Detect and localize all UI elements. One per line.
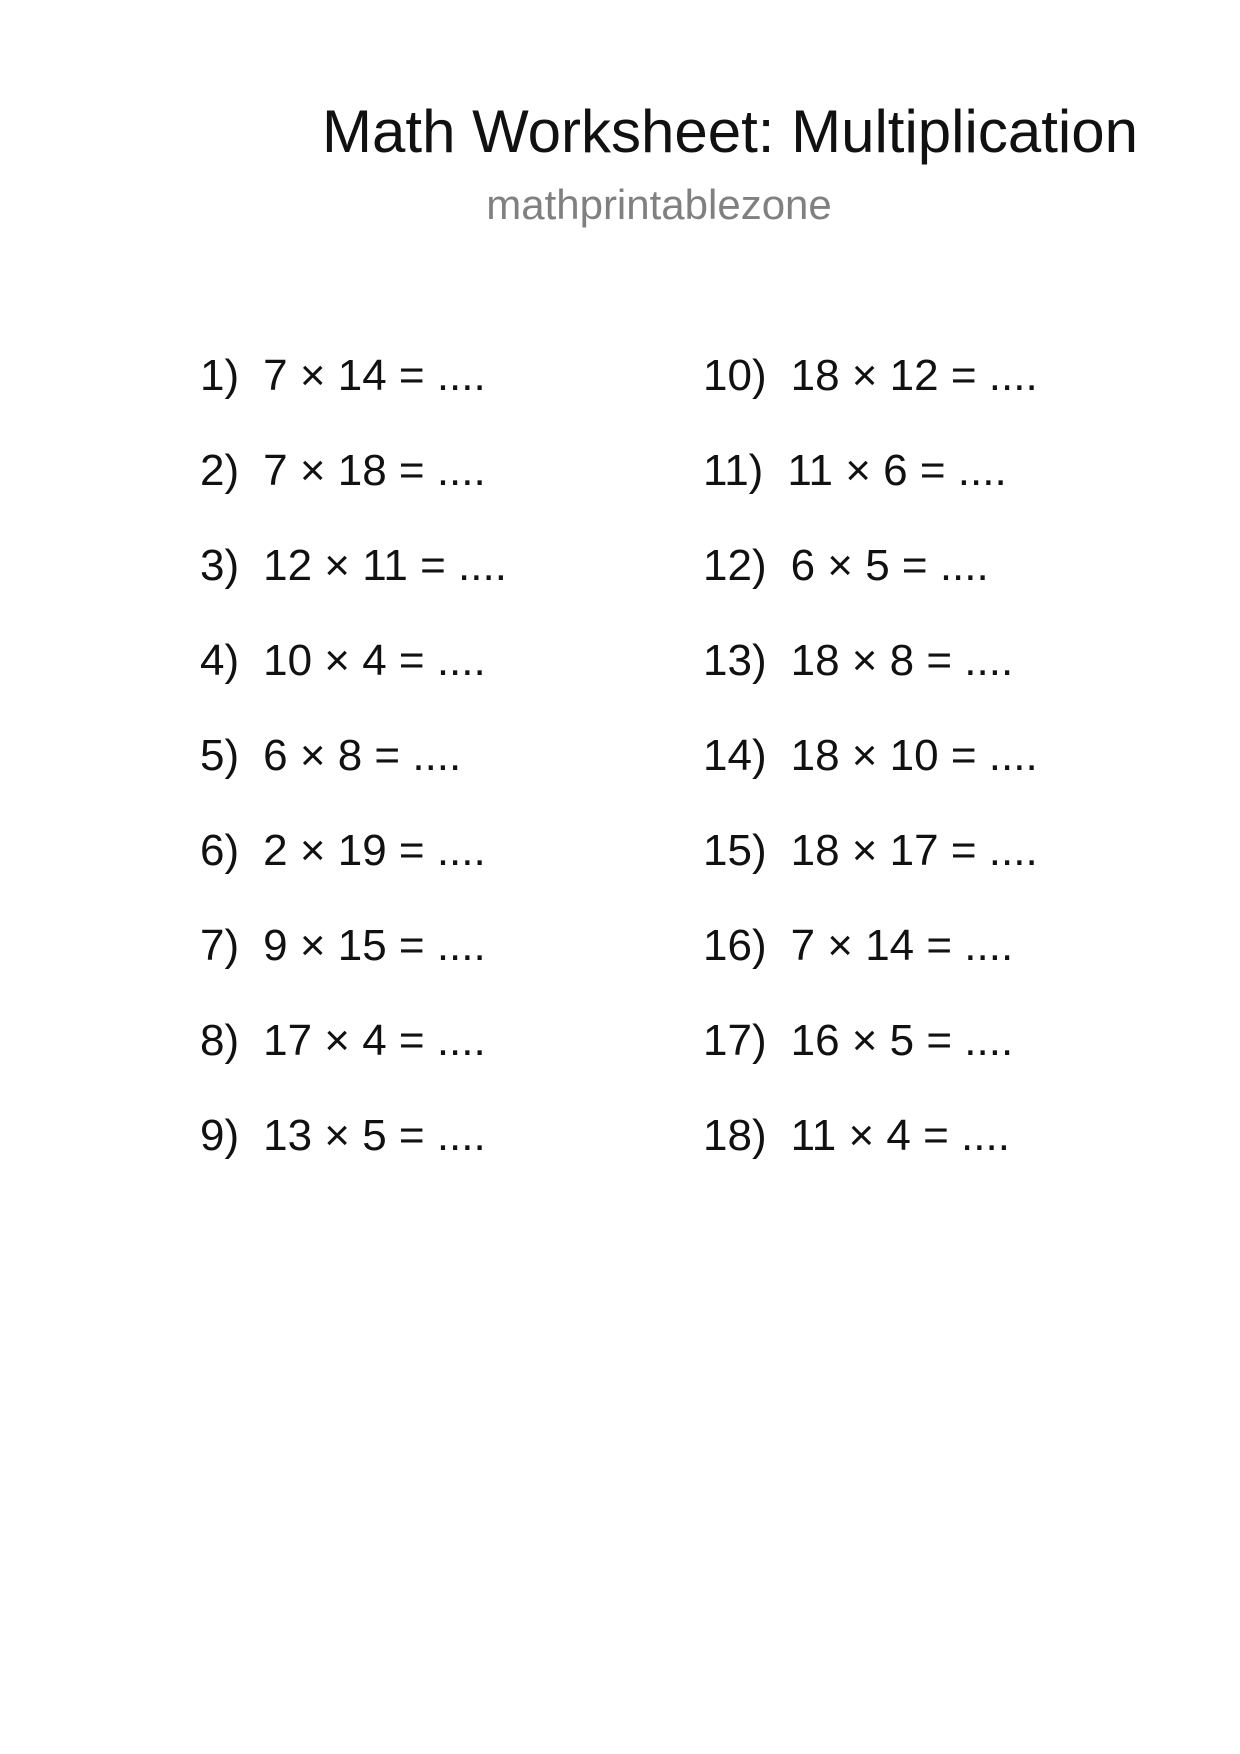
problem-item [200, 823, 507, 918]
problem-expression: 2 × 19 = .... [263, 826, 486, 875]
problem-item [703, 918, 1038, 1013]
problem-number: 15) [703, 826, 767, 875]
problem-item [703, 1013, 1038, 1108]
problem-expression: 7 × 14 = .... [790, 921, 1014, 970]
problem-expression: 13 × 5 = .... [263, 1111, 486, 1160]
problem-list-right [703, 348, 1038, 1203]
problem-expression: 6 × 8 = .... [263, 731, 462, 780]
problem-item [200, 538, 507, 633]
problem-expression: 11 × 4 = .... [790, 1111, 1010, 1160]
problem-expression: 7 × 18 = .... [263, 446, 486, 495]
problem-number: 16) [703, 921, 767, 970]
problem-number: 12) [703, 541, 767, 590]
problem-expression: 12 × 11 = .... [263, 541, 507, 590]
problem-item [200, 728, 507, 823]
problem-expression: 10 × 4 = .... [263, 636, 486, 685]
problem-item [200, 1013, 507, 1108]
problem-item [703, 348, 1038, 443]
page-title: Math Worksheet: Multiplication [322, 98, 1138, 165]
problem-number: 13) [703, 636, 767, 685]
problem-number: 14) [703, 731, 767, 780]
problem-list-left [200, 348, 507, 1203]
problem-item [703, 443, 1038, 538]
problem-item [200, 443, 507, 538]
problem-item [703, 728, 1038, 823]
problem-number: 5) [200, 731, 240, 780]
page-subtitle: mathprintablezone [486, 181, 832, 228]
problem-number: 4) [200, 636, 240, 685]
problem-item [200, 348, 507, 443]
problem-number: 10) [703, 351, 767, 400]
problem-number: 9) [200, 1111, 240, 1160]
problem-number: 11) [703, 446, 764, 495]
problem-number: 3) [200, 541, 240, 590]
problem-number: 18) [703, 1111, 767, 1160]
problem-expression: 16 × 5 = .... [790, 1016, 1014, 1065]
problem-item [200, 633, 507, 728]
problem-item [703, 823, 1038, 918]
problem-expression: 18 × 8 = .... [790, 636, 1014, 685]
problem-expression: 7 × 14 = .... [263, 351, 486, 400]
problem-number: 17) [703, 1016, 767, 1065]
problem-expression: 6 × 5 = .... [790, 541, 989, 590]
problem-item [200, 918, 507, 1013]
problem-expression: 11 × 6 = .... [787, 446, 1007, 495]
problem-expression: 18 × 10 = .... [790, 731, 1038, 780]
problem-number: 6) [200, 826, 240, 875]
problem-item [703, 1108, 1038, 1203]
problem-number: 1) [200, 351, 240, 400]
problem-item [200, 1108, 507, 1203]
problem-expression: 9 × 15 = .... [263, 921, 486, 970]
problem-expression: 18 × 17 = .... [790, 826, 1038, 875]
problem-number: 2) [200, 446, 240, 495]
problem-number: 8) [200, 1016, 240, 1065]
problem-item [703, 633, 1038, 728]
problem-item [703, 538, 1038, 633]
problem-expression: 18 × 12 = .... [790, 351, 1038, 400]
problem-expression: 17 × 4 = .... [263, 1016, 486, 1065]
problem-number: 7) [200, 921, 240, 970]
